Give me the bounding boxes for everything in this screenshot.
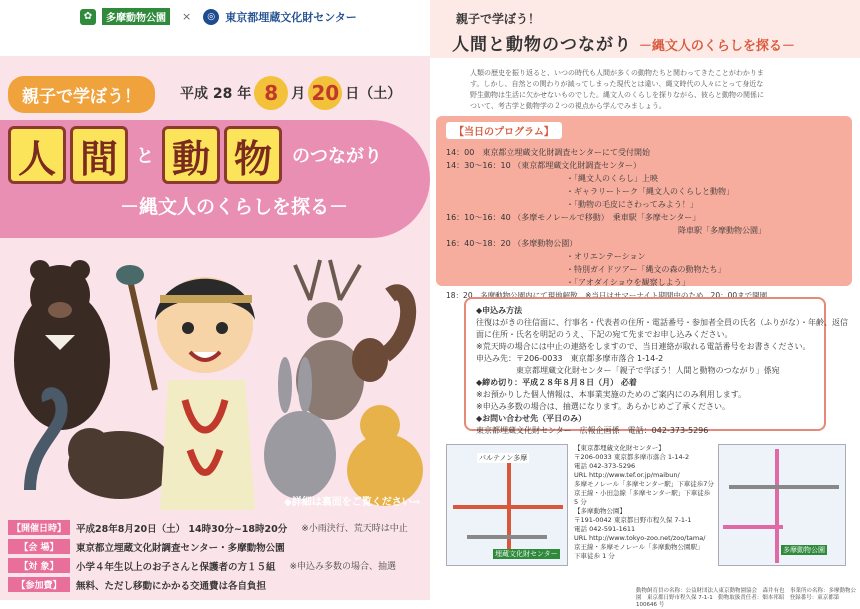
squirrel xyxy=(352,338,388,382)
info-note: ※申込み多数の場合、抽選 xyxy=(289,562,397,572)
program-box xyxy=(436,116,852,300)
apply-line: ◆お問い合わせ先（平日のみ） xyxy=(476,414,587,423)
event-date xyxy=(180,76,401,110)
apply-line: ※申込み多数の場合は、抽選になります。あらかじめご了承ください。 xyxy=(476,402,731,411)
info-row xyxy=(8,558,422,573)
jomon-illustration xyxy=(0,240,430,510)
apply-line: ◆申込み方法 xyxy=(476,306,523,315)
application-box xyxy=(464,297,848,435)
info-key: 【会 場】 xyxy=(8,539,70,554)
event-info xyxy=(0,515,430,600)
title-char: 人 xyxy=(8,126,66,184)
program-subitem: ・「縄文人のくらし」上映 xyxy=(566,174,658,183)
access-maps xyxy=(446,440,857,608)
info-value: 無料、ただし移動にかかる交通費は各自負担 xyxy=(76,580,267,592)
logo-row xyxy=(80,8,357,25)
program-item: 16：40～18：20 （多摩動物公園） xyxy=(446,239,578,248)
date-month-unit: 月 xyxy=(291,86,306,102)
apply-line: 面に住所・氏名を明記のうえ、下記の宛て先までお申し込みください。 xyxy=(476,330,733,339)
title-char: と xyxy=(136,146,154,167)
back-title-main: 人間と動物のつながり xyxy=(452,35,632,55)
info-row xyxy=(8,520,422,535)
addr-line: 下車徒歩 1 分 xyxy=(574,552,615,560)
map-label: パルテノン多摩 xyxy=(479,454,528,462)
addr-line: 〒206-0033 東京都多摩市落合 1-14-2 xyxy=(574,453,690,461)
zoo-logo-text: 多摩動物公園 xyxy=(102,8,170,25)
program-item: 14：30～16：10 （東京都埋蔵文化財調査センター） xyxy=(446,161,641,170)
back-page xyxy=(430,0,860,608)
back-title-sub: －縄文人のくらしを探る－ xyxy=(638,39,795,54)
addr-line: URL http://www.tef.or.jp/maibun/ xyxy=(574,471,680,479)
date-year: 平成 28 年 xyxy=(180,86,252,102)
subtitle-pill: 親子で学ぼう！ xyxy=(8,76,155,113)
apply-line: ◆締め切り：平成２８年８月８日（月） 必着 xyxy=(476,378,637,387)
info-value: 東京都立埋蔵文化財調査センター・多摩動物公園 xyxy=(76,542,285,554)
front-page xyxy=(0,0,430,600)
program-subitem: 降車駅「多摩動物公園」 xyxy=(678,226,766,235)
center-logo-text: 東京都埋蔵文化財センター xyxy=(225,10,357,24)
center-logo-icon: ◎ xyxy=(203,9,219,25)
back-subtitle: 親子で学ぼう！ xyxy=(456,12,541,26)
date-month: 8 xyxy=(254,76,288,110)
apply-line: 申込み先：〒206-0033 東京都多摩市落合 1-14-2 xyxy=(476,354,664,363)
program-subitem: ・ギャラリートーク「縄文人のくらしと動物」 xyxy=(566,187,734,196)
credit-text: 動物飼育員の名称：公益財団法人東京動物園協会 森井有也 事業所の名称：多摩動物公園 東京都日野市程久保 7-1-1 動物取扱責任者：畑本邦昭 登録番号：東京都第 100646 号 xyxy=(636,588,857,608)
addr-line: 〒191-0042 東京都日野市程久保 7-1-1 xyxy=(574,516,692,524)
program-heading: 【当日のプログラム】 xyxy=(446,122,562,139)
info-value: 小学４年生以上のお子さんと保護者の方１５組 xyxy=(76,561,276,573)
title-char: 物 xyxy=(224,126,282,184)
addr-line: 電話 042-591-1611 xyxy=(574,525,636,533)
rabbit xyxy=(264,411,336,499)
date-day-unit: 日（土） xyxy=(345,86,402,102)
intro-paragraph: 人類の歴史を振り返ると、いつの時代も人間が多くの動物たちと関わってきたことがわかります。しかし、自然との関わりが減ってしまった現代とは違い、縄文時代の人々にとって身近な野生動物は生活に欠かせないものでした。縄文人のくらしを探りながら、彼らと動物の関係について、考古学と動物学の２つの視点から学んでみましょう。 xyxy=(470,69,764,110)
apply-line: ※お預かりした個人情報は、本事業実施のためのご案内にのみ利用します。 xyxy=(476,390,747,399)
program-item: 16：10～16：40 （多摩モノレールで移動） 乗車駅「多摩センター」 xyxy=(446,213,701,222)
map-center xyxy=(446,444,568,566)
info-key: 【参加費】 xyxy=(8,577,70,592)
back-title xyxy=(452,30,795,55)
info-value: 平成28年8月20日（土） 14時30分~18時20分 xyxy=(76,523,288,535)
boy-body xyxy=(160,380,255,510)
addr-line: 【東京都埋蔵文化財センター】 xyxy=(574,444,665,452)
program-subitem: ・「アオダイショウを観察しよう」 xyxy=(566,278,690,287)
map-label: 埋蔵文化財センター xyxy=(495,550,558,558)
info-row xyxy=(8,577,422,592)
sub-title: －縄文人のくらしを探る－ xyxy=(120,196,349,218)
date-day: 20 xyxy=(308,76,342,110)
info-key: 【開催日時】 xyxy=(8,520,70,535)
program-item: 14：00 東京都立埋蔵文化財調査センターにて受付開始 xyxy=(446,148,651,157)
map-label: 多摩動物公園 xyxy=(783,546,825,554)
info-row xyxy=(8,539,422,554)
logo-header xyxy=(0,0,430,56)
info-key: 【対 象】 xyxy=(8,558,70,573)
title-char: 動 xyxy=(162,126,220,184)
apply-line: 東京都埋蔵文化財センター 広報企画係 電話：042-373-5296 xyxy=(476,426,709,435)
program-item: 18：20 多摩動物公園内にて現地解散 ※当日はサマーナイト期間中のため、20：00まで開園 xyxy=(446,291,768,300)
title-char: 間 xyxy=(70,126,128,184)
addr-line: URL http://www.tokyo-zoo.net/zoo/tama/ xyxy=(574,534,706,542)
detail-note: ◆詳細は裏面をご覧ください→ xyxy=(284,497,421,508)
map-zoo xyxy=(718,444,846,566)
access-address xyxy=(574,444,714,561)
main-title xyxy=(8,126,382,184)
apply-line: ※荒天時の場合には中止の連絡をしますので、当日連絡が取れる電話番号をお書きください。 xyxy=(476,342,811,351)
addr-line: 京王線・小田急線「多摩センター駅」下車徒歩 5 分 xyxy=(574,489,711,506)
addr-line: 多摩モノレール「多摩センター駅」下車徒歩7分 xyxy=(574,480,714,488)
info-note: ※小雨決行、荒天時は中止 xyxy=(301,524,408,534)
title-tail: のつながり xyxy=(292,146,382,167)
apply-line: 往復はがきの往信面に、行事名・代表者の住所・電話番号・参加者全員の氏名（ふりがな）・年齢、返信 xyxy=(476,318,848,327)
logo-separator: × xyxy=(182,10,192,23)
addr-line: 電話 042-373-5296 xyxy=(574,462,636,470)
addr-line: 【多摩動物公園】 xyxy=(574,507,626,515)
addr-line: 京王線・多摩モノレール「多摩動物公園駅」 xyxy=(574,543,704,551)
zoo-logo-icon: ✿ xyxy=(80,9,96,25)
program-subitem: ・特別ガイドツアー「縄文の森の動物たち」 xyxy=(566,265,726,274)
apply-line: 東京都埋蔵文化財センター「親子で学ぼう！人間と動物のつながり」係宛 xyxy=(516,366,780,375)
program-subitem: ・オリエンテーション xyxy=(566,252,646,261)
program-subitem: ・「動物の毛皮にさわってみよう！」 xyxy=(566,200,698,209)
